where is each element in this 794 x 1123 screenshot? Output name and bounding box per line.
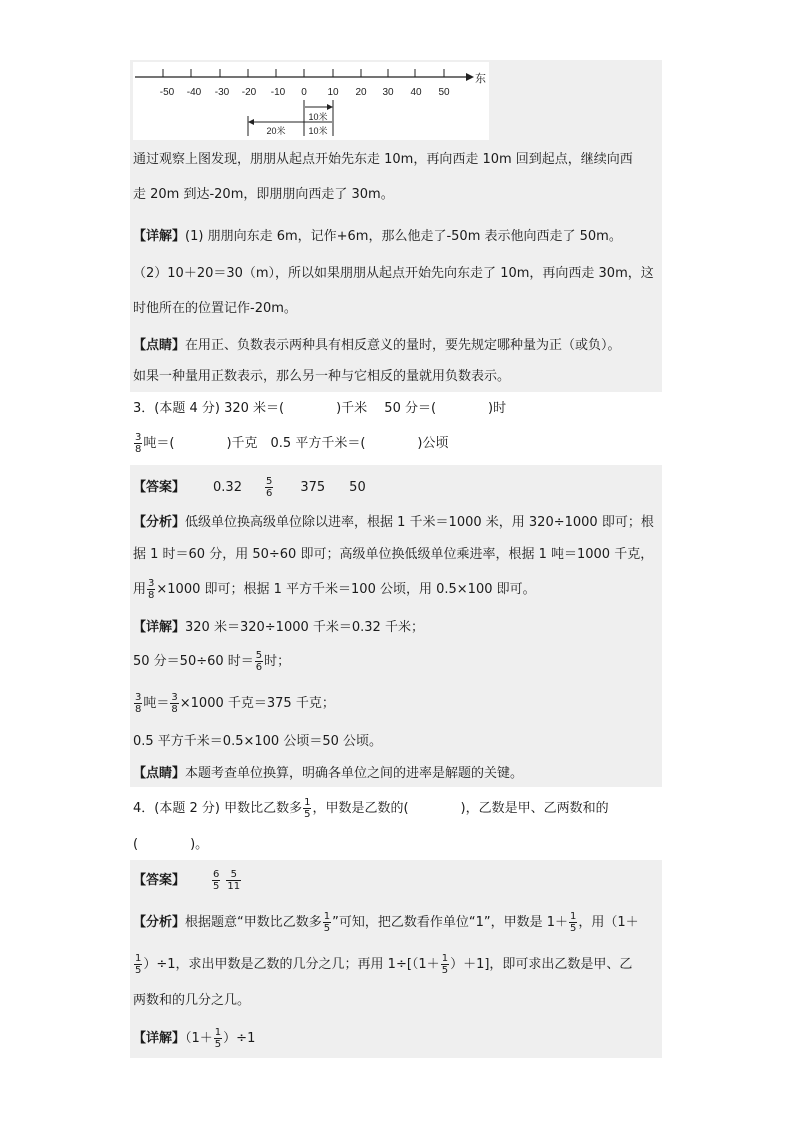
fraction (255, 650, 263, 673)
tick-label: 10 (327, 87, 339, 98)
tick-labels (160, 87, 450, 98)
detail-text: 吨＝ (143, 696, 170, 711)
analysis-text: ×1000 即可；根据 1 平方千米＝100 公顷，用 0.5×100 即可。 (156, 582, 536, 597)
ticks (163, 69, 444, 77)
point-tag: 【点睛】 (133, 338, 186, 353)
denominator: 8 (135, 704, 142, 715)
fraction (134, 432, 142, 455)
denominator: 5 (214, 1039, 222, 1050)
fraction (170, 692, 178, 715)
denominator: 6 (265, 488, 273, 499)
answer-value: 375 (300, 480, 326, 495)
point-text: 在用正、负数表示两种具有相反意义的量时，要先规定哪种量为正（或负）。 (185, 338, 621, 353)
numerator: 3 (148, 578, 155, 589)
numerator: 6 (213, 869, 220, 880)
tick-label: 0 (301, 87, 307, 98)
detail-tag: 【详解】 (133, 229, 186, 244)
segment-label-right: 10米 (308, 126, 328, 136)
point-line-2: 如果一种量用正数表示，那么另一种与它相反的量就用负数表示。 (133, 369, 511, 384)
numerator: 1 (441, 953, 449, 964)
analysis-line-1 (133, 514, 654, 532)
detail-line-3 (133, 692, 335, 716)
arrow-head (248, 119, 254, 125)
answer-value: 0.32 (213, 480, 242, 495)
tick-label: -30 (214, 87, 230, 98)
analysis-text: 低级单位换高级单位除以进率，根据 1 千米＝1000 米，用 320÷1000 即可；根 (185, 515, 654, 530)
fraction (214, 1027, 222, 1050)
arrow-head (327, 104, 333, 110)
numerator: 3 (171, 692, 178, 703)
detail-text: ×1000 千克＝375 千克； (179, 696, 335, 711)
segment-label-left: 20米 (266, 126, 286, 136)
east-label: 东 (475, 73, 486, 85)
detail-text: 50 分＝50÷60 时＝ (133, 654, 254, 669)
question-4-line-2: ( )。 (133, 837, 209, 852)
observation-line-2: 走 20m 到达-20m，即朋朋向西走了 30m。 (133, 187, 394, 202)
tick-label: 20 (355, 87, 367, 98)
detail-tag: 【详解】 (133, 620, 186, 635)
detail-tag: 【详解】 (133, 1031, 186, 1046)
analysis-text: 根据题意“甲数比乙数多 (185, 915, 322, 930)
fraction (226, 869, 241, 892)
denominator: 5 (441, 965, 449, 976)
fraction (569, 911, 577, 934)
detail-line (133, 1026, 255, 1052)
detail-text: 时； (264, 654, 291, 669)
numerator: 1 (135, 953, 142, 964)
fraction (134, 953, 142, 976)
detail-line-2: （2）10＋20＝30（m），所以如果朋朋从起点开始先向东走了 10m，再向西走 30m，这 (133, 266, 654, 281)
denominator: 5 (213, 881, 220, 892)
fraction (212, 869, 220, 892)
answer-tag: 【答案】 (133, 480, 186, 495)
question-4-line-1 (133, 796, 609, 822)
tick-label: -50 (159, 87, 175, 98)
axis-arrow (466, 73, 474, 81)
numerator: 5 (255, 650, 263, 661)
numerator: 3 (135, 692, 142, 703)
fraction (147, 578, 155, 601)
denominator: 5 (304, 809, 311, 820)
tick-label: 40 (410, 87, 422, 98)
answer-line-3 (133, 476, 366, 500)
point-text: 本题考查单位换算，明确各单位之间的进率是解题的关键。 (185, 766, 524, 781)
tick-label: -10 (270, 87, 286, 98)
numerator: 5 (265, 476, 273, 487)
denominator: 5 (323, 923, 331, 934)
numerator: 1 (304, 797, 311, 808)
denominator: 5 (135, 965, 142, 976)
fraction (265, 476, 273, 499)
answer-tag: 【答案】 (133, 873, 186, 888)
point-line (133, 765, 523, 783)
analysis-line-3: 两数和的几分之几。 (133, 993, 251, 1008)
tick-label: -40 (186, 87, 202, 98)
analysis-text: ，用（1＋ (578, 915, 639, 930)
detail-line-2 (133, 650, 290, 674)
analysis-text: 用 (133, 582, 147, 597)
fraction (441, 953, 449, 976)
question-3-line-2 (133, 432, 448, 456)
analysis-tag: 【分析】 (133, 915, 186, 930)
number-line-figure (133, 62, 489, 140)
analysis-text: ”可知，把乙数看作单位“1”，甲数是 1＋ (332, 915, 569, 930)
answer-line-4 (133, 868, 242, 894)
denominator: 8 (171, 704, 178, 715)
number-line-svg (133, 62, 489, 140)
numerator: 1 (570, 911, 577, 922)
question-3-line-1: 3．(本题 4 分) 320 米＝( )千米 50 分＝( )时 (133, 401, 507, 416)
detail-text: (1) 朋朋向东走 6m，记作+6m，那么他走了-50m 表示他向西走了 50m。 (185, 229, 622, 244)
analysis-text: ）＋1]，即可求出乙数是甲、乙 (450, 957, 633, 972)
segment-label-top: 10米 (308, 112, 328, 122)
analysis-line-1 (133, 910, 639, 936)
point-line-1 (133, 337, 621, 355)
analysis-line-2 (133, 952, 632, 978)
question-text: ，甲数是乙数的( )，乙数是甲、乙两数和的 (312, 801, 609, 816)
numerator: 1 (214, 1027, 222, 1038)
analysis-line-2: 据 1 时＝60 分，用 50÷60 即可；高级单位换低级单位乘进率，根据 1 吨＝1000 千克， (133, 547, 654, 562)
fraction (303, 797, 311, 820)
question-text: 4．(本题 2 分) 甲数比乙数多 (133, 801, 303, 816)
detail-text: （1＋ (185, 1031, 213, 1046)
denominator: 11 (227, 881, 241, 892)
denominator: 8 (148, 590, 155, 601)
answer-value: 50 (349, 480, 366, 495)
observation-line-1: 通过观察上图发现，朋朋从起点开始先东走 10m，再向西走 10m 回到起点，继续向西 (133, 152, 633, 167)
detail-line-3: 时他所在的位置记作-20m。 (133, 301, 297, 316)
numerator: 5 (226, 869, 241, 881)
numerator: 3 (135, 432, 142, 443)
analysis-text: ）÷1，求出甲数是乙数的几分之几；再用 1÷[（1＋ (143, 957, 440, 972)
numerator: 1 (323, 911, 331, 922)
analysis-tag: 【分析】 (133, 515, 186, 530)
detail-line-4: 0.5 平方千米＝0.5×100 公顷＝50 公顷。 (133, 734, 382, 749)
denominator: 6 (255, 662, 263, 673)
fraction (323, 911, 331, 934)
question-3-line-2-text: 吨＝( )千克 0.5 平方千米＝( )公顷 (143, 436, 449, 451)
detail-line-1 (133, 228, 622, 246)
tick-label: -20 (241, 87, 257, 98)
tick-label: 50 (438, 87, 450, 98)
denominator: 5 (570, 923, 577, 934)
detail-text: 320 米＝320÷1000 千米＝0.32 千米； (185, 620, 424, 635)
point-tag: 【点睛】 (133, 766, 186, 781)
detail-text: ）÷1 (223, 1031, 256, 1046)
analysis-line-3 (133, 578, 536, 602)
fraction (134, 692, 142, 715)
denominator: 8 (135, 444, 142, 455)
tick-label: 30 (382, 87, 394, 98)
detail-line-1 (133, 619, 424, 637)
